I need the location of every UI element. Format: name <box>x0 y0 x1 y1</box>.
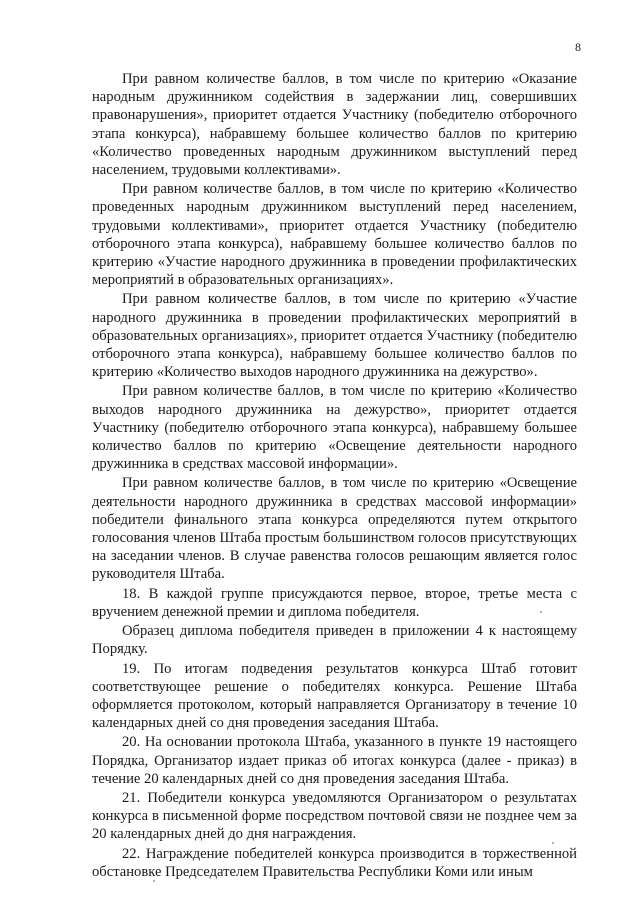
paragraph-item-21: 21. Победители конкурса уведомляются Организатором о результатах конкурса в письменной форме посредством почтовой связи не позднее чем за 20 календарных дней до дня награждения. <box>92 789 577 843</box>
scan-speck <box>552 842 554 844</box>
paragraph-tiebreak-speeches: При равном количестве баллов, в том числе по критерию «Количество проведенных народным дружинником выступлений перед населением, трудовыми коллективами», приоритет отдается Участнику (победителю отборочного этапа конкурса), набравшему большее количество баллов по критерию «Участие народного дружинника в проведении профилактических мероприятий в образовательных организациях». <box>92 181 577 289</box>
scan-speck <box>153 880 155 882</box>
paragraph-tiebreak-media: При равном количестве баллов, в том числе по критерию «Освещение деятельности народного дружинника в средствах массовой информации» победители финального этапа конкурса определяются путем открытого голосования членов Штаба простым большинством голосов присутствующих на заседании членов. В случае равенства голосов решающим является голос руководителя Штаба. <box>92 475 577 583</box>
paragraph-item-20: 20. На основании протокола Штаба, указанного в пункте 19 настоящего Порядка, Организатор издает приказ об итогах конкурса (далее - приказ) в течение 20 календарных дней со дня проведения заседания Штаба. <box>92 734 577 787</box>
document-body <box>92 70 577 882</box>
paragraph-diploma-sample: Образец диплома победителя приведен в приложении 4 к настоящему Порядку. <box>92 623 577 658</box>
paragraph-tiebreak-prevention: При равном количестве баллов, в том числе по критерию «Участие народного дружинника в проведении профилактических мероприятий в образовательных организациях», приоритет отдается Участнику (победителю отборочного этапа конкурса), набравшему большее количество баллов по критерию «Количество выходов народного дружинника на дежурство». <box>92 291 577 381</box>
paragraph-tiebreak-duty: При равном количестве баллов, в том числе по критерию «Количество выходов народного дружинника на дежурство», приоритет отдается Участнику (победителю отборочного этапа конкурса), набравшему большее количество баллов по критерию «Освещение деятельности народного дружинника в средствах массовой информации». <box>92 383 577 473</box>
paragraph-tiebreak-detention: При равном количестве баллов, в том числе по критерию «Оказание народным дружинником содействия в задержании лиц, совершивших правонарушения», приоритет отдается Участнику (победителю отборочного этапа конкурса), набравшему большее количество баллов по критерию «Количество проведенных народным дружинником выступлений перед населением, трудовыми коллективами». <box>92 71 577 179</box>
page-number: 8 <box>575 40 581 54</box>
paragraph-item-18: 18. В каждой группе присуждаются первое, второе, третье места с вручением денежной премии и диплома победителя. <box>92 585 577 620</box>
scan-speck <box>540 611 542 613</box>
paragraph-item-22: 22. Награждение победителей конкурса производится в торжественной обстановке Председателем Правительства Республики Коми или иным <box>92 845 577 880</box>
paragraph-item-19: 19. По итогам подведения результатов конкурса Штаб готовит соответствующее решение о победителях конкурса. Решение Штаба оформляется протоколом, который направляется Организатору в течение 10 календарных дней со дня проведения заседания Штаба. <box>92 660 577 732</box>
